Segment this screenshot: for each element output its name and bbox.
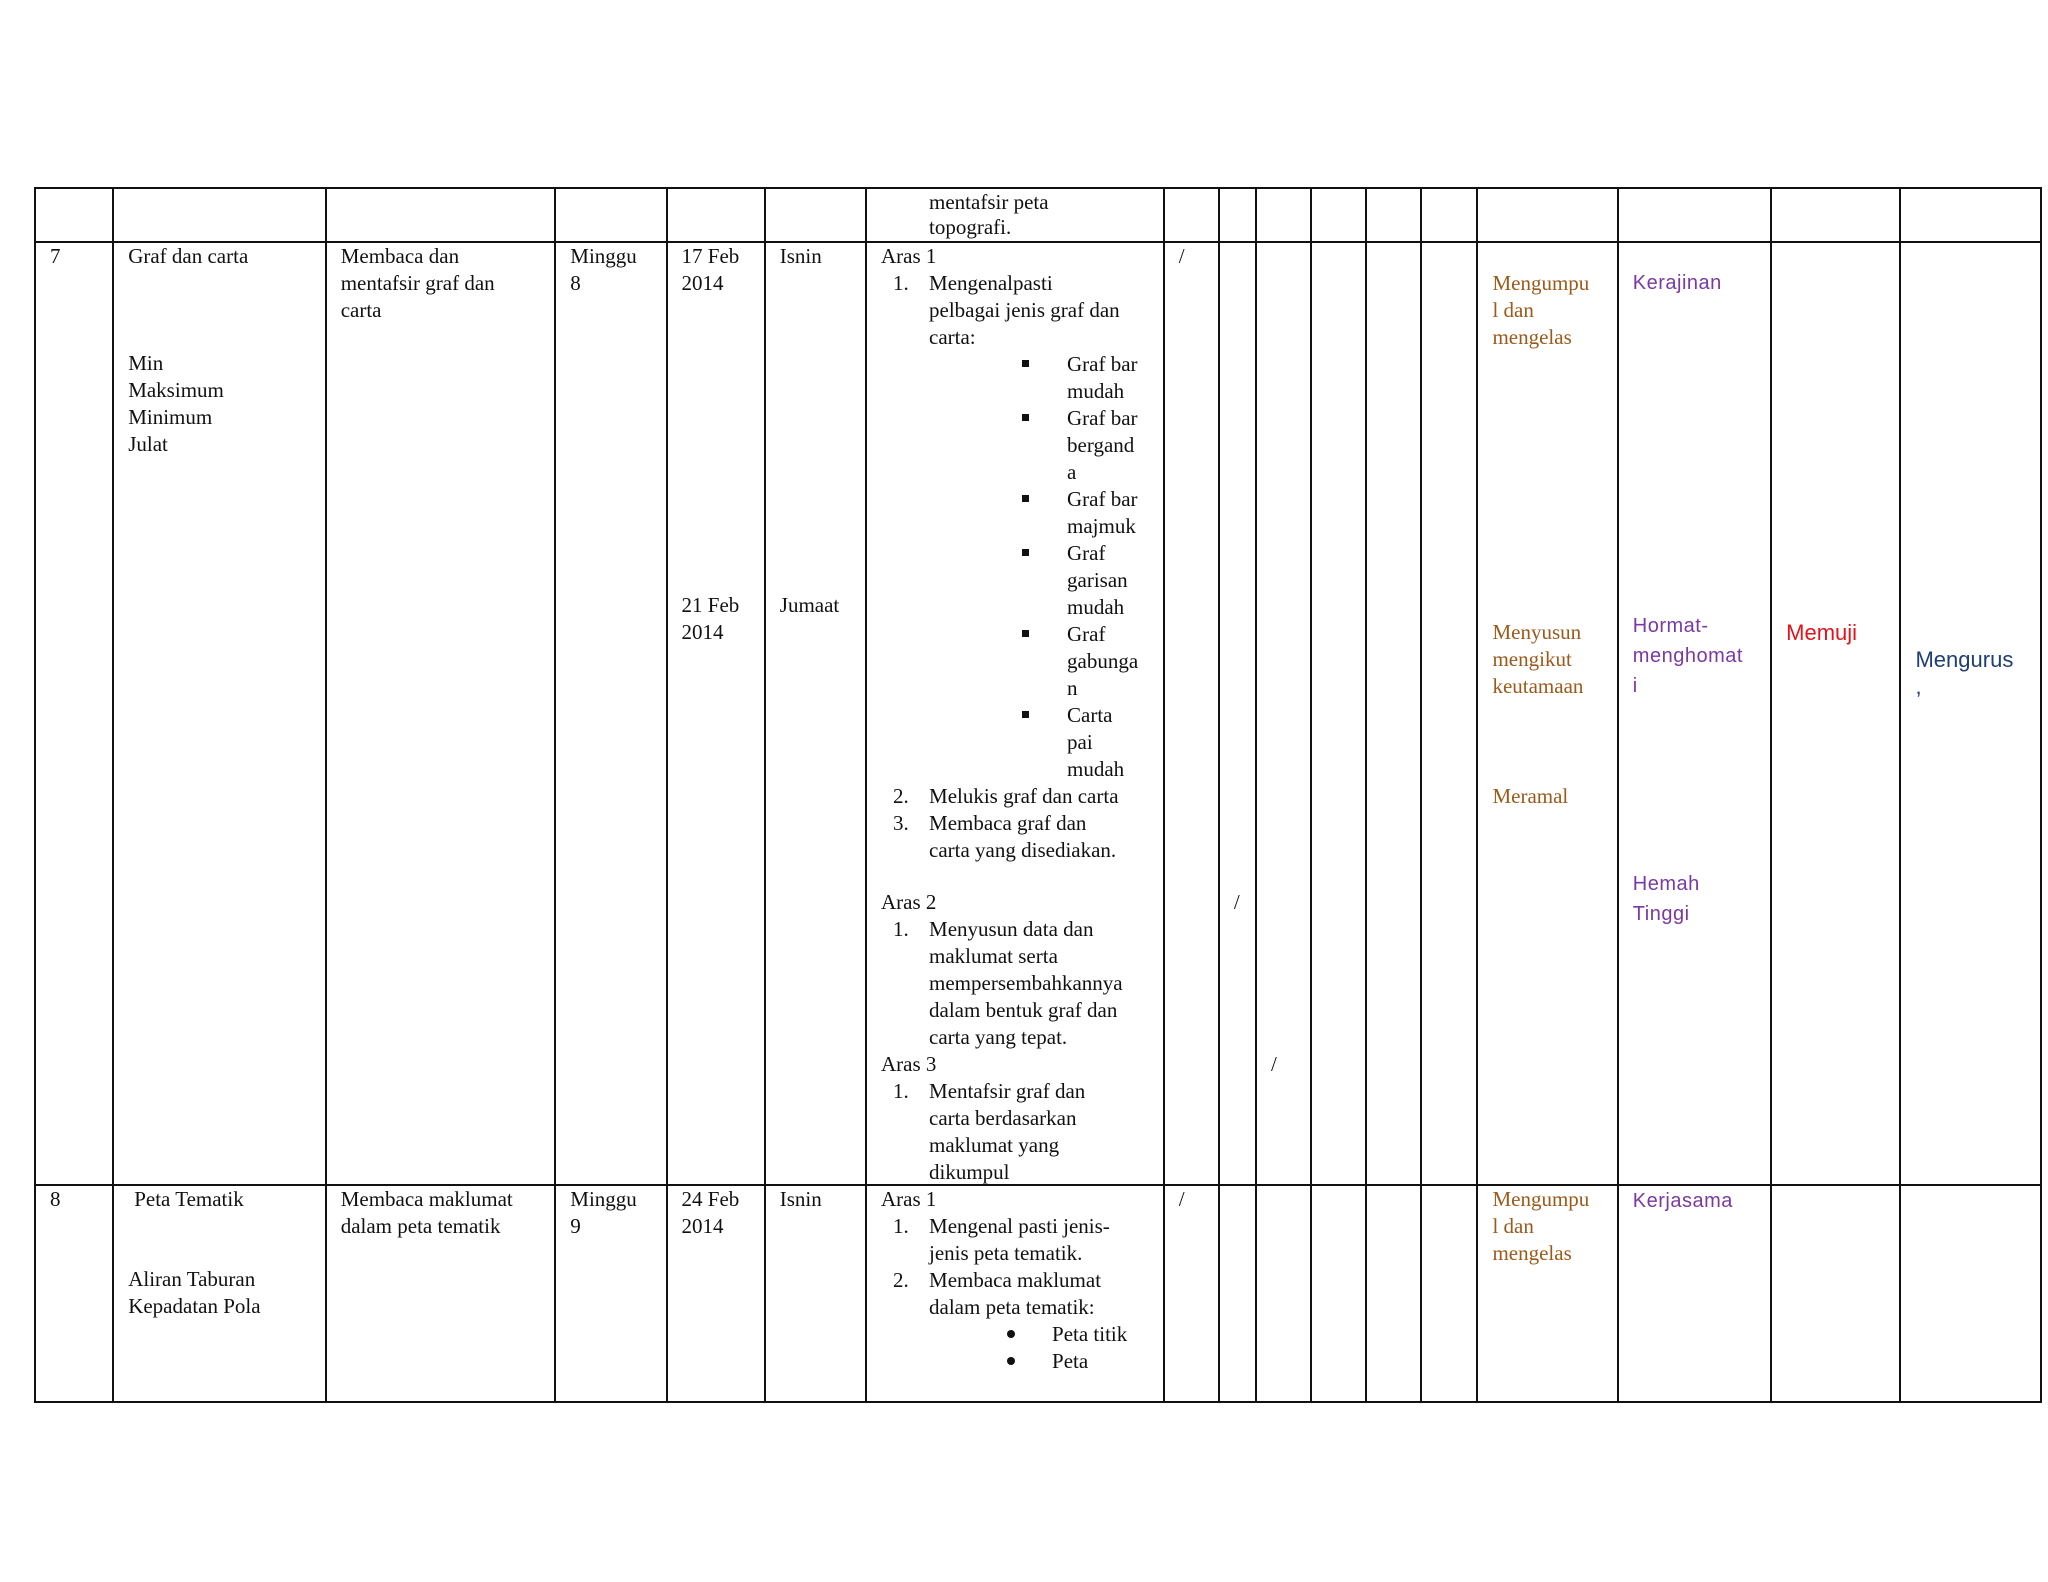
item-text: carta: (929, 325, 976, 349)
date-text: 17 Feb (681, 244, 740, 268)
bullet-item-cont: garisan (1067, 568, 1128, 592)
cell-week (555, 242, 666, 1185)
cell-extra (1900, 242, 2041, 1185)
check-mark: / (1178, 1187, 1185, 1211)
cell-mark (1219, 242, 1256, 1185)
item-text: Mengenal pasti jenis- (929, 1214, 1110, 1238)
cell-date (667, 188, 765, 242)
item-text: carta yang tepat. (929, 1025, 1068, 1049)
bullet-item-cont: mudah (1067, 595, 1125, 619)
date-text: 24 Feb (681, 1187, 740, 1211)
date-year: 2014 (681, 271, 724, 295)
cell-mark (1311, 188, 1366, 242)
kbat-text: mengelas (1492, 325, 1572, 349)
manage-text: , (1915, 674, 1922, 699)
day-text: Isnin (779, 244, 822, 268)
bullet-item: Peta titik (1052, 1322, 1128, 1346)
bullet-item: Graf (1067, 541, 1106, 565)
item-text: carta berdasarkan (929, 1106, 1077, 1130)
item-text: maklumat yang (929, 1133, 1060, 1157)
bullet-item-cont: bergand (1067, 433, 1135, 457)
week-label: Minggu (570, 244, 637, 268)
day-text: Isnin (779, 1187, 822, 1211)
cell-extra (1900, 1185, 2041, 1402)
cell-activities (866, 242, 1164, 1185)
cell-nilai (1618, 242, 1771, 1185)
cell-mark (1366, 1185, 1421, 1402)
item-number: 2. (893, 784, 909, 808)
item-number: 1. (893, 1214, 909, 1238)
item-number: 2. (893, 1268, 909, 1292)
table-row (35, 1185, 2041, 1402)
cell-mark (1219, 1185, 1256, 1402)
praise-text: Memuji (1786, 620, 1858, 645)
table-row (35, 242, 2041, 1185)
row-number: 7 (50, 244, 61, 268)
cell-extra (1771, 242, 1900, 1185)
cell-mark (1421, 242, 1477, 1185)
kbat-text: Menyusun (1492, 620, 1582, 644)
cell-mark (1164, 188, 1219, 242)
value-text: Hemah (1632, 873, 1700, 895)
date-year: 2014 (681, 620, 724, 644)
bullet-item: Graf bar (1067, 406, 1138, 430)
item-text: carta yang disediakan. (929, 838, 1117, 862)
cell-activities (866, 1185, 1164, 1402)
item-text: maklumat serta (929, 944, 1058, 968)
cell-topic (113, 188, 326, 242)
level-heading: Aras 2 (881, 890, 937, 914)
cell-kbat (1477, 188, 1617, 242)
value-text: Kerajinan (1632, 272, 1722, 294)
lesson-plan-table (34, 187, 2042, 1403)
item-text: Membaca graf dan (929, 811, 1087, 835)
kbat-text: keutamaan (1492, 674, 1584, 698)
value-text: Tinggi (1632, 903, 1690, 925)
cell-mark (1311, 242, 1366, 1185)
item-text: Melukis graf dan carta (929, 784, 1119, 808)
cell-date (667, 1185, 765, 1402)
cell-objective (326, 1185, 556, 1402)
bullet-item: Graf bar (1067, 352, 1138, 376)
item-text: pelbagai jenis graf dan (929, 298, 1120, 322)
kbat-text: Mengumpu (1492, 271, 1590, 295)
bullet-item: Graf bar (1067, 487, 1138, 511)
cont-line: topografi. (929, 215, 1012, 239)
kbat-text: mengikut (1492, 647, 1572, 671)
bullet-item-cont: n (1067, 676, 1078, 700)
cell-mark (1421, 188, 1477, 242)
check-mark: / (1233, 890, 1240, 914)
table-row (35, 188, 2041, 242)
kbat-text: l dan (1492, 298, 1534, 322)
cell-extra (1771, 188, 1900, 242)
bullet-item-cont: gabunga (1067, 649, 1139, 673)
cell-topic (113, 1185, 326, 1402)
manage-text: Mengurus (1915, 647, 2014, 672)
date-year: 2014 (681, 1214, 724, 1238)
check-mark: / (1178, 244, 1185, 268)
item-text: Membaca maklumat (929, 1268, 1102, 1292)
value-text: menghomat (1632, 645, 1743, 667)
cell-nilai (1618, 1185, 1771, 1402)
kbat-text: l dan (1492, 1214, 1534, 1238)
level-heading: Aras 1 (881, 1187, 937, 1211)
level-heading: Aras 1 (881, 244, 937, 268)
cell-topic (113, 242, 326, 1185)
item-number: 3. (893, 811, 909, 835)
cell-mark (1366, 188, 1421, 242)
item-text: jenis peta tematik. (929, 1241, 1083, 1265)
cell-no (35, 242, 113, 1185)
cell-mark (1256, 1185, 1311, 1402)
bullet-item-cont: mudah (1067, 757, 1125, 781)
day-text: Jumaat (779, 593, 840, 617)
cell-activities (866, 188, 1164, 242)
bullet-item: Graf (1067, 622, 1106, 646)
cell-objective (326, 242, 556, 1185)
cell-nilai (1618, 188, 1771, 242)
objective-line: Membaca dan (340, 244, 460, 268)
value-text: Hormat- (1632, 615, 1709, 637)
item-number: 1. (893, 917, 909, 941)
cell-mark (1164, 242, 1219, 1185)
cell-mark (1366, 242, 1421, 1185)
week-number: 9 (570, 1214, 581, 1238)
kbat-text: mengelas (1492, 1241, 1572, 1265)
bullet-item: Carta (1067, 703, 1113, 727)
subtopic: Kepadatan Pola (128, 1294, 261, 1318)
bullet-item-cont: mudah (1067, 379, 1125, 403)
cell-mark (1164, 1185, 1219, 1402)
cell-mark (1256, 188, 1311, 242)
cell-objective (326, 188, 556, 242)
level-heading: Aras 3 (881, 1052, 937, 1076)
value-text: Kerjasama (1632, 1190, 1733, 1212)
item-number: 1. (893, 1079, 909, 1103)
date-text: 21 Feb (681, 593, 740, 617)
check-mark: / (1270, 1052, 1277, 1076)
item-text: Menyusun data dan (929, 917, 1094, 941)
item-text: dalam peta tematik: (929, 1295, 1095, 1319)
objective-line: Membaca maklumat (340, 1187, 513, 1211)
item-text: Mengenalpasti (929, 271, 1053, 295)
item-number: 1. (893, 271, 909, 295)
subtopic: Aliran Taburan (128, 1267, 256, 1291)
kbat-text: Mengumpu (1492, 1187, 1590, 1211)
topic-title: Peta Tematik (134, 1187, 244, 1211)
bullet-item-cont: pai (1067, 730, 1093, 754)
cell-extra (1900, 188, 2041, 242)
item-text: dalam bentuk graf dan (929, 998, 1118, 1022)
week-number: 8 (570, 271, 581, 295)
cell-date (667, 242, 765, 1185)
cell-no (35, 188, 113, 242)
cell-kbat (1477, 242, 1617, 1185)
subtopic: Maksimum (128, 378, 224, 402)
objective-line: carta (340, 298, 382, 322)
bullet-item-cont: a (1067, 460, 1077, 484)
cell-day (765, 188, 866, 242)
kbat-text: Meramal (1492, 784, 1569, 808)
item-text: mempersembahkannya (929, 971, 1123, 995)
bullet-item-cont: majmuk (1067, 514, 1136, 538)
cell-no (35, 1185, 113, 1402)
objective-line: mentafsir graf dan (340, 271, 495, 295)
cont-line: mentafsir peta (929, 190, 1049, 214)
subtopic: Minimum (128, 405, 213, 429)
objective-line: dalam peta tematik (340, 1214, 501, 1238)
item-text: Mentafsir graf dan (929, 1079, 1086, 1103)
subtopic: Min (128, 351, 164, 375)
cell-day (765, 1185, 866, 1402)
cell-week (555, 1185, 666, 1402)
cell-day (765, 242, 866, 1185)
value-text: i (1632, 675, 1638, 697)
subtopic: Julat (128, 432, 168, 456)
bullet-item: Peta (1052, 1349, 1089, 1373)
item-text: dikumpul (929, 1160, 1010, 1184)
cell-mark (1256, 242, 1311, 1185)
week-label: Minggu (570, 1187, 637, 1211)
cell-extra (1771, 1185, 1900, 1402)
cell-mark (1311, 1185, 1366, 1402)
cell-kbat (1477, 1185, 1617, 1402)
cell-mark (1219, 188, 1256, 242)
topic-title: Graf dan carta (128, 244, 249, 268)
cell-mark (1421, 1185, 1477, 1402)
cell-week (555, 188, 666, 242)
row-number: 8 (50, 1187, 61, 1211)
